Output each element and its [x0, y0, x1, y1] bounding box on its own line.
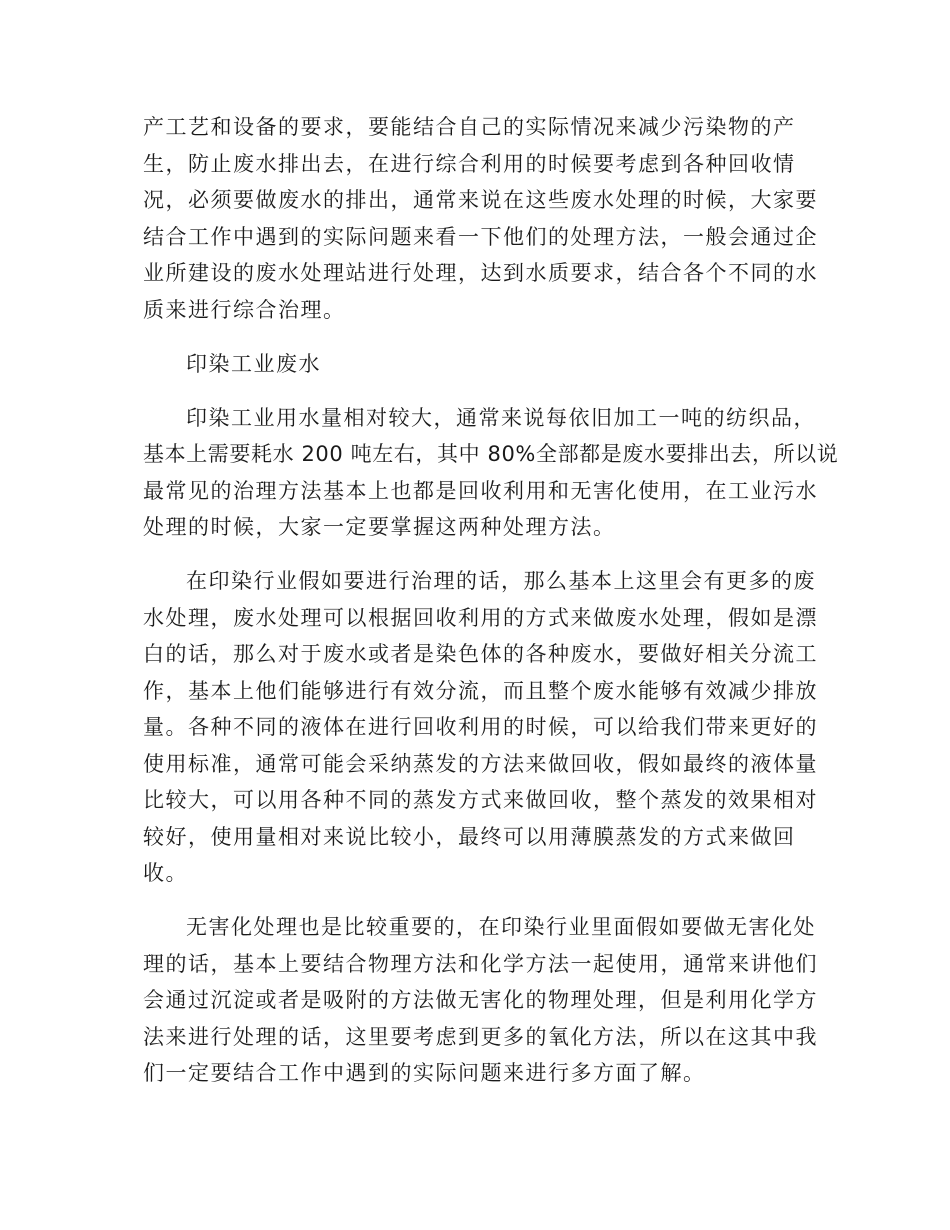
text-line: 质来进行综合治理。 — [143, 298, 346, 322]
text-line: 产工艺和设备的要求，要能结合自己的实际情况来减少污染物的产 — [143, 115, 796, 139]
text-line: 水处理，废水处理可以根据回收利用的方式来做废水处理，假如是漂 — [143, 606, 818, 630]
text-line: 况，必须要做废水的排出，通常来说在这些废水处理的时候，大家要 — [143, 188, 818, 212]
text-line: 基本上需要耗水 200 吨左右，其中 80%全部都是废水要排出去，所以说 — [143, 442, 839, 466]
text-line: 理的话，基本上要结合物理方法和化学方法一起使用，通常来讲他们 — [143, 952, 818, 976]
text-line: 量。各种不同的液体在进行回收利用的时候，可以给我们带来更好的 — [143, 715, 818, 739]
text-line: 会通过沉淀或者是吸附的方法做无害化的物理处理，但是利用化学方 — [143, 988, 818, 1012]
text-line: 处理的时候，大家一定要掌握这两种处理方法。 — [143, 515, 616, 539]
text-line: 无害化处理也是比较重要的，在印染行业里面假如要做无害化处 — [186, 915, 816, 939]
text-line: 在印染行业假如要进行治理的话，那么基本上这里会有更多的废 — [186, 569, 816, 593]
text-line: 较好，使用量相对来说比较小，最终可以用薄膜蒸发的方式来做回 — [143, 825, 796, 849]
text-line: 生，防止废水排出去，在进行综合利用的时候要考虑到各种回收情 — [143, 152, 796, 176]
text-line: 法来进行处理的话，这里要考虑到更多的氧化方法，所以在这其中我 — [143, 1025, 818, 1049]
text-line: 作，基本上他们能够进行有效分流，而且整个废水能够有效减少排放 — [143, 679, 818, 703]
text-line: 们一定要结合工作中遇到的实际问题来进行多方面了解。 — [143, 1061, 706, 1085]
section-heading: 印染工业废水 — [186, 352, 321, 376]
text-line: 白的话，那么对于废水或者是染色体的各种废水，要做好相关分流工 — [143, 642, 818, 666]
text-line: 业所建设的废水处理站进行处理，达到水质要求，结合各个不同的水 — [143, 261, 818, 285]
text-line: 收。 — [143, 861, 188, 885]
text-line: 结合工作中遇到的实际问题来看一下他们的处理方法，一般会通过企 — [143, 225, 818, 249]
text-line: 使用标准，通常可能会采纳蒸发的方法来做回收，假如最终的液体量 — [143, 752, 818, 776]
text-line: 比较大，可以用各种不同的蒸发方式来做回收，整个蒸发的效果相对 — [143, 788, 818, 812]
text-line: 印染工业用水量相对较大，通常来说每依旧加工一吨的纺织品， — [186, 406, 816, 430]
text-line: 最常见的治理方法基本上也都是回收利用和无害化使用，在工业污水 — [143, 479, 818, 503]
